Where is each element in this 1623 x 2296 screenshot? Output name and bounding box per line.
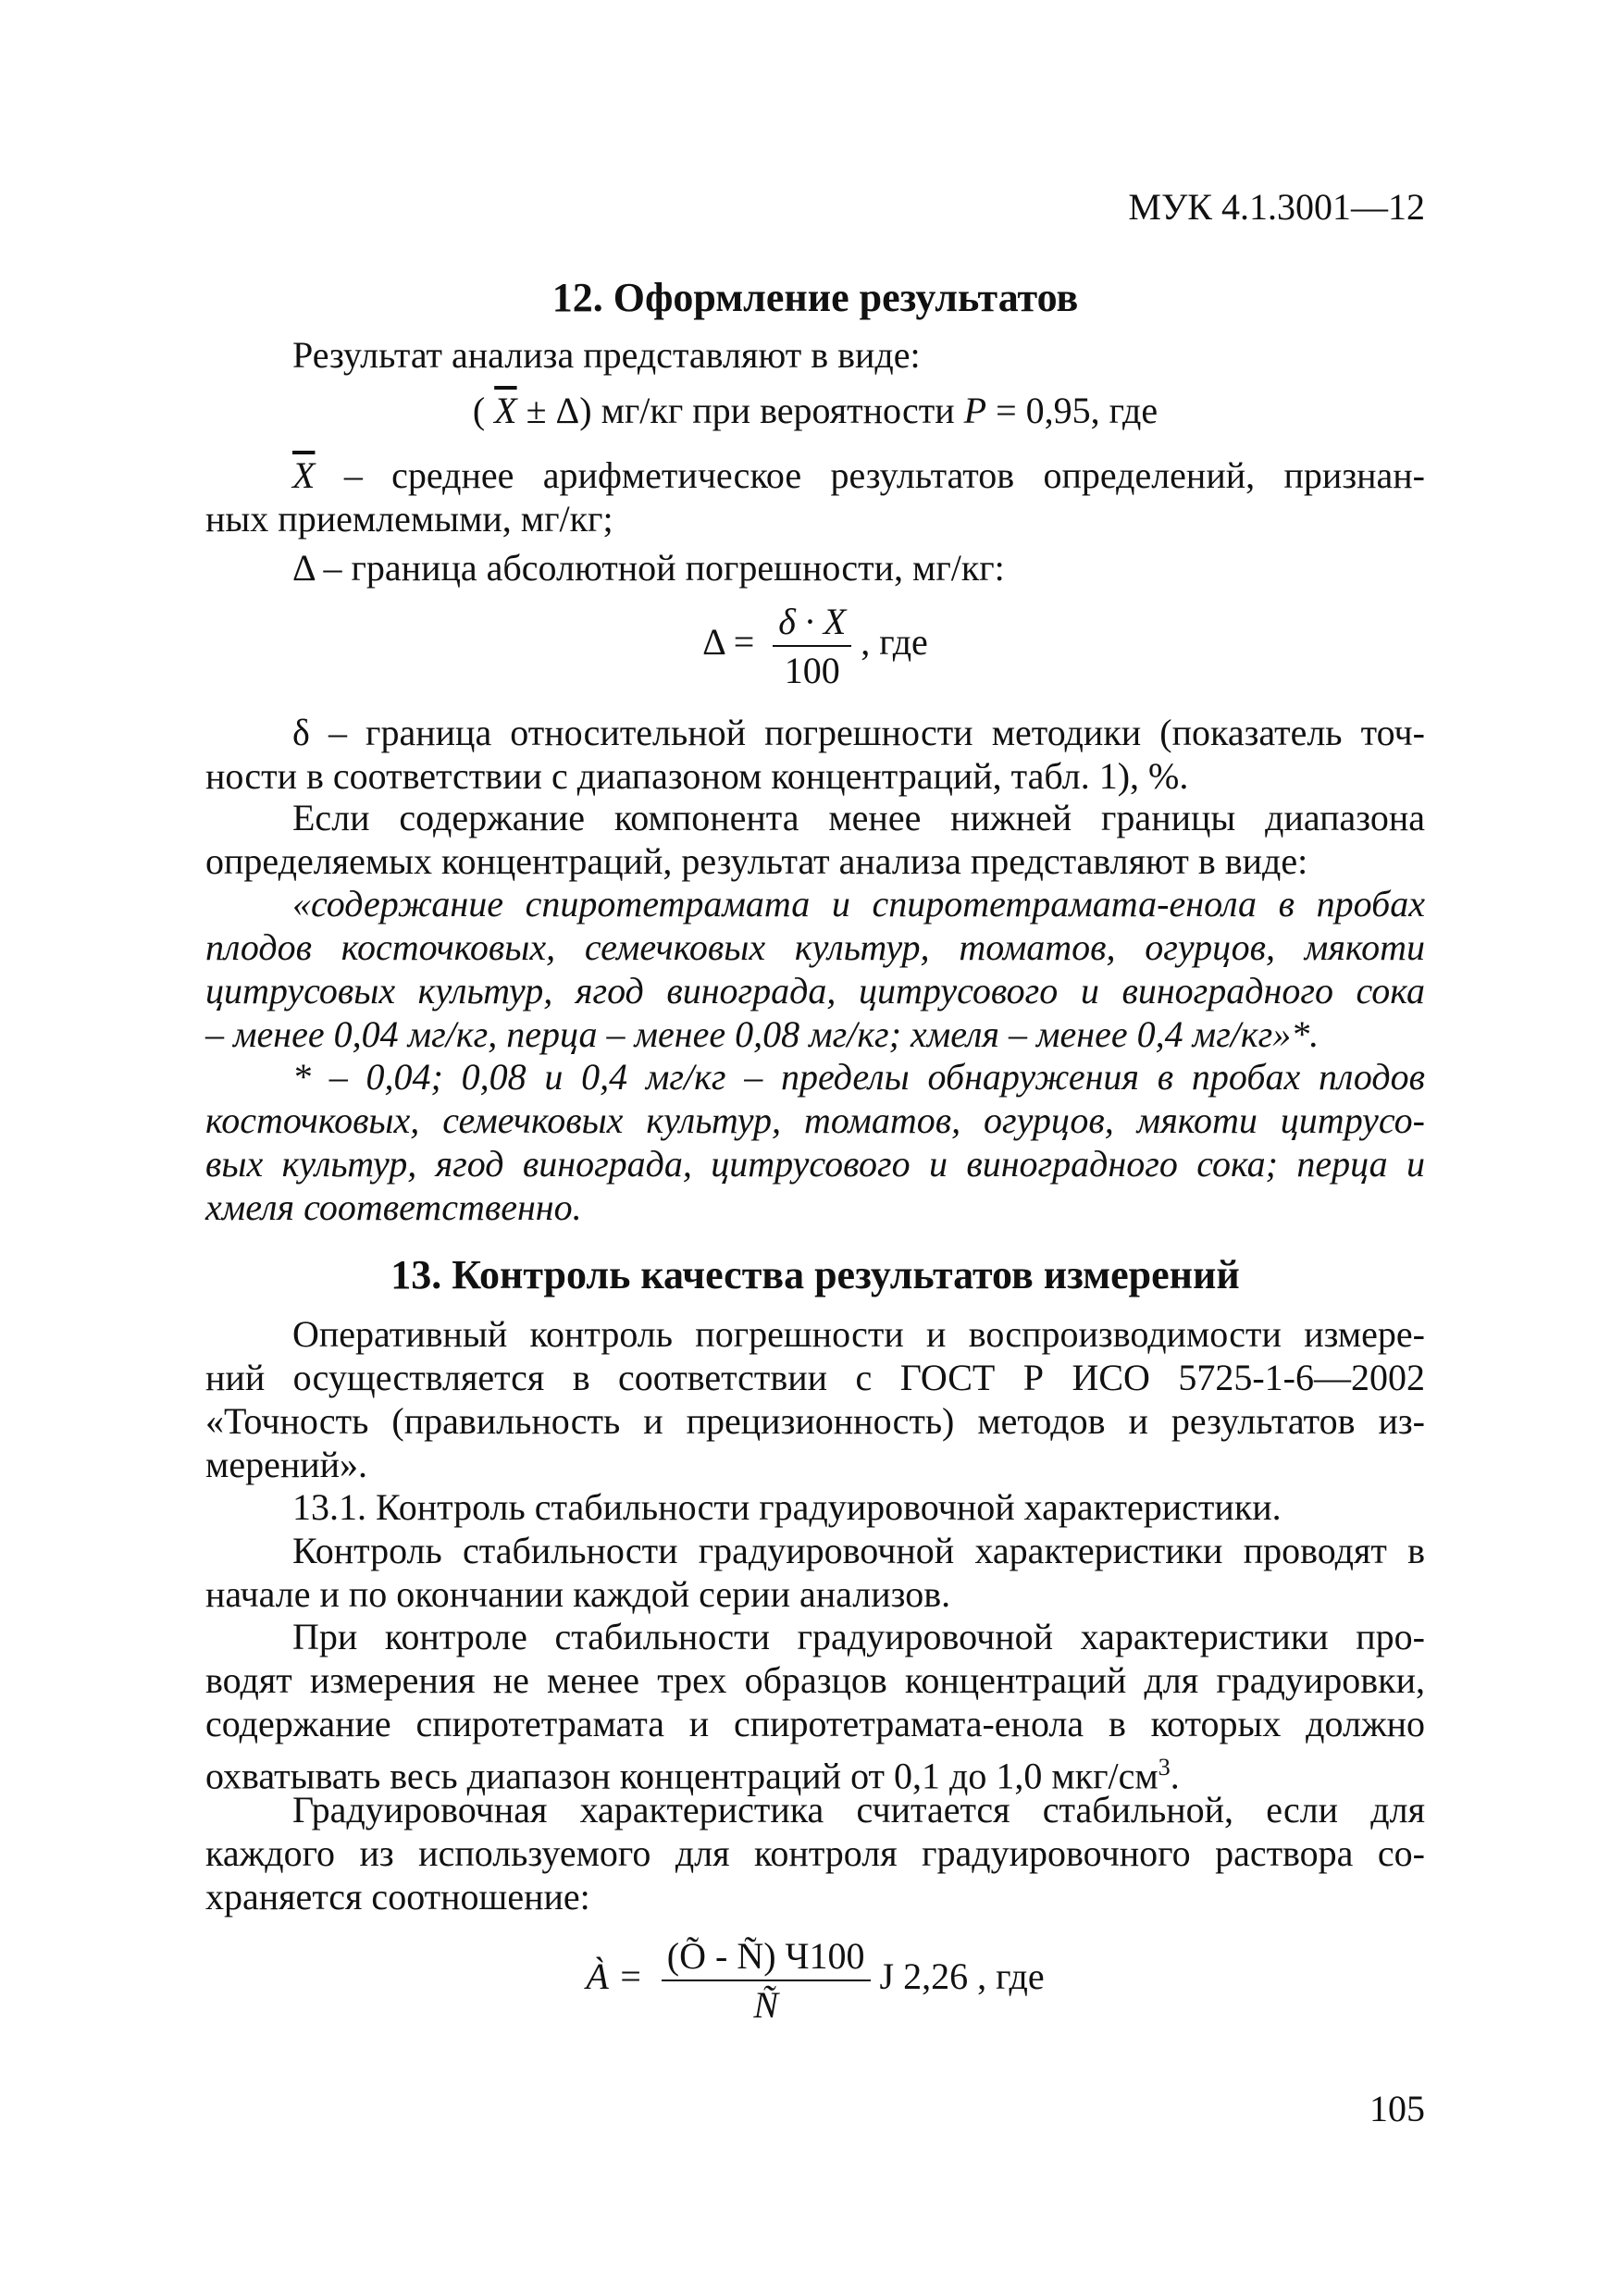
paragraph-below-range: Если содержание компонента менее нижней границы диапазона определяемых концентраций, результат анализа представляют в виде: — [205, 797, 1425, 882]
stability-fraction: $\frac{(Õ - Ñ) Ч100}{Ñ}$ — [662, 1934, 871, 2027]
page-number: 105 — [1369, 2088, 1425, 2129]
delta-fraction: $\frac{\delta \cdot Х}{100}$ — [773, 600, 851, 692]
section-13-paragraph-1: Оперативный контроль погрешности и воспроизводимости измере- ний осуществляется в соответствии с ГОСТ Р ИСО 5725-1-6—2002 «Точность (правильность и прецизионность) методов и результатов из- мерений». — [205, 1313, 1425, 1485]
section-13-title: 13. Контроль качества результатов измерений — [390, 1252, 1240, 1297]
section-12-title: 12. Оформление результатов — [551, 275, 1079, 320]
section-13-paragraph-2: Контроль стабильности градуировочной характеристики проводят в начале и по окончании каждой серии анализов. — [205, 1530, 1425, 1615]
quoted-result-statement: «содержание спиротетрамата и спиротетрамата-енола в пробах плодов косточковых, семечковых культур, томатов, огурцов, мякоти цитрусовых культур, ягод винограда, цитрусового и виноградного сока – менее 0,04 мг/кг, перца – менее 0,08 мг/кг; хмеля – менее 0,4 мг/кг»*. — [205, 883, 1425, 1055]
definition-relative-error: δ – граница относительной погрешности методики (показатель точ- ности в соответствии с диапазоном концентраций, табл. 1), %. — [205, 712, 1425, 797]
result-formula: ( Х ± Δ) мг/кг при вероятности P = 0,95, где — [472, 390, 1158, 431]
section-12-intro: Результат анализа представляют в виде: — [292, 334, 921, 376]
document-code-header: МУК 4.1.3001—12 — [1128, 186, 1425, 228]
stability-formula: À = $\frac{(Õ - Ñ) Ч100}{Ñ}$ J 2,26 , где — [586, 1935, 1045, 2026]
mean-x-symbol: Х — [292, 454, 316, 496]
delta-formula: Δ = $\frac{\delta \cdot Х}{100}$ , где — [702, 601, 928, 691]
definition-delta: Δ – граница абсолютной погрешности, мг/кг: — [292, 547, 1005, 589]
definition-mean: Х – среднее арифметическое результатов определений, признан- ных приемлемыми, мг/кг; — [205, 454, 1426, 540]
section-13-paragraph-3: При контроле стабильности градуировочной характеристики про- водят измерения не менее трех образцов концентраций для градуировки, содержание спиротетрамата и спиротетрамата-енола в которых должно охватывать весь диапазон концентраций от 0,1 до 1,0 мкг/$см^3$. — [205, 1616, 1425, 1797]
section-13-paragraph-4: Градуировочная характеристика считается стабильной, если для каждого из используемого для контроля градуировочного раствора со- храняется соотношение: — [205, 1789, 1425, 1917]
subsection-13-1-title: 13.1. Контроль стабильности градуировочной характеристики. — [292, 1486, 1282, 1528]
footnote-detection-limits: * – 0,04; 0,08 и 0,4 мг/кг – пределы обнаружения в пробах плодов косточковых, семечковых культур, томатов, огурцов, мякоти цитрусо- вых культур, ягод винограда, цитрусового и виноградного сока; перца и хмеля соответственно. — [205, 1056, 1425, 1228]
mean-x-symbol: Х — [494, 390, 517, 431]
